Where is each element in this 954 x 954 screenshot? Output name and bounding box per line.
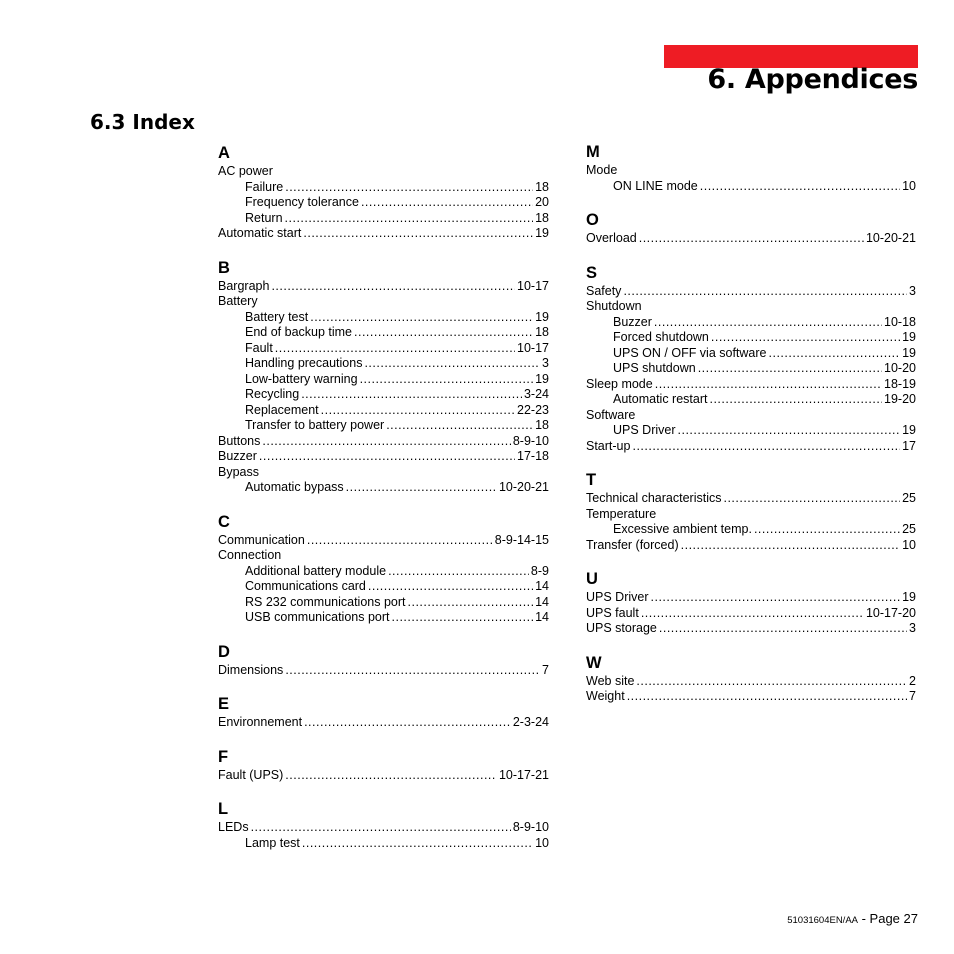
index-group <box>218 747 549 784</box>
index-group <box>586 653 916 705</box>
entry-page-ref: 10 <box>902 178 916 193</box>
entry-text: UPS Driver <box>613 423 676 437</box>
entry-text: Communications card <box>245 579 366 593</box>
entry-page-ref: 18 <box>535 418 549 432</box>
index-letter-heading: S <box>586 263 598 282</box>
entry-page-ref: 10-17 <box>517 340 549 355</box>
index-group <box>586 569 916 637</box>
index-subentry <box>218 579 549 595</box>
dot-leader <box>386 418 533 434</box>
entry-page-ref: 8-9 <box>530 563 549 578</box>
index-subentry <box>218 310 549 326</box>
index-entry <box>586 507 916 523</box>
document-code: 51031604EN/AA <box>787 915 858 926</box>
index-subentry <box>218 325 549 341</box>
index-letter-heading: W <box>586 653 602 672</box>
index-column-right <box>586 142 916 721</box>
dot-leader <box>251 820 511 836</box>
dot-leader <box>275 341 515 357</box>
index-subentry <box>218 356 549 372</box>
entry-text: Bypass <box>218 464 259 479</box>
dot-leader <box>259 449 515 465</box>
entry-text: Software <box>586 407 636 422</box>
dot-leader <box>321 403 515 419</box>
index-entry <box>218 434 549 450</box>
dot-leader <box>709 392 882 408</box>
entry-text: ON LINE mode <box>613 178 698 193</box>
index-group <box>586 470 916 553</box>
entry-page-ref: 10-17-20 <box>865 605 916 620</box>
entry-page-ref: 18 <box>535 325 549 339</box>
dot-leader <box>310 310 533 326</box>
dot-leader <box>636 674 907 690</box>
chapter-title: 6. Appendices <box>707 64 918 95</box>
dot-leader <box>285 211 534 227</box>
entry-text: Additional battery module <box>245 563 387 578</box>
index-subentry <box>218 610 549 626</box>
entry-text: UPS ON / OFF via software <box>613 345 767 360</box>
entry-text: Mode <box>586 163 618 177</box>
dot-leader <box>354 325 533 341</box>
entry-page-ref: 2-3-24 <box>512 715 549 729</box>
index-letter-heading: L <box>218 800 229 818</box>
dot-leader <box>360 372 534 388</box>
entry-text: Safety <box>586 283 622 298</box>
dot-leader <box>654 315 882 331</box>
entry-text: Fault (UPS) <box>218 767 284 782</box>
index-entry <box>218 279 549 295</box>
dot-leader <box>303 226 533 242</box>
index-entry <box>586 606 916 622</box>
entry-text: Bargraph <box>218 278 270 293</box>
entry-text: Battery <box>218 294 258 308</box>
entry-page-ref: 3 <box>909 621 916 635</box>
entry-page-ref: 19 <box>902 345 916 360</box>
index-subentry <box>586 423 916 439</box>
entry-page-ref: 10-18 <box>884 314 916 329</box>
index-group <box>218 642 549 679</box>
dot-leader <box>681 538 900 554</box>
entry-text: Replacement <box>245 402 319 417</box>
entry-text: Shutdown <box>586 299 642 313</box>
entry-page-ref: 10-20-21 <box>498 480 549 494</box>
dot-leader <box>632 439 900 455</box>
dot-leader <box>304 715 511 731</box>
entry-page-ref: 3 <box>909 283 916 298</box>
entry-page-ref: 2 <box>909 673 916 688</box>
index-subentry <box>586 179 916 195</box>
entry-page-ref: 20 <box>535 195 549 209</box>
dot-leader <box>659 621 907 637</box>
entry-text: Automatic start <box>218 226 302 240</box>
dot-leader <box>262 434 510 450</box>
entry-page-ref: 18-19 <box>884 376 916 391</box>
entry-page-ref: 8-9-14-15 <box>494 532 549 547</box>
entry-text: Battery test <box>245 309 309 324</box>
entry-text: Automatic restart <box>613 392 708 406</box>
index-group <box>586 210 916 247</box>
entry-text: UPS Driver <box>586 590 649 604</box>
entry-text: Web site <box>586 673 635 688</box>
entry-text: Overload <box>586 231 637 245</box>
dot-leader <box>301 387 522 403</box>
entry-page-ref: 25 <box>902 522 916 536</box>
entry-page-ref: 7 <box>542 662 549 677</box>
entry-text: Lamp test <box>245 835 300 850</box>
entry-text: Weight <box>586 689 625 703</box>
index-entry <box>218 226 549 242</box>
index-letter-heading: T <box>586 471 597 489</box>
page-footer <box>787 911 918 929</box>
entry-page-ref: 17-18 <box>517 449 549 463</box>
entry-text: Buzzer <box>613 314 652 329</box>
dot-leader <box>754 522 900 538</box>
index-entry <box>586 621 916 637</box>
entry-page-ref: 8-9-10 <box>512 433 549 448</box>
dot-leader <box>307 533 493 549</box>
entry-text: Handling precautions <box>245 356 363 370</box>
dot-leader <box>639 231 864 247</box>
dot-leader <box>408 595 534 611</box>
dot-leader <box>388 564 529 580</box>
entry-page-ref: 14 <box>535 579 549 593</box>
entry-page-ref: 18 <box>535 210 549 225</box>
index-subentry <box>586 522 916 538</box>
index-entry <box>218 768 549 784</box>
index-entry <box>586 538 916 554</box>
entry-text: Sleep mode <box>586 376 653 391</box>
index-subentry <box>218 595 549 611</box>
index-entry <box>218 164 549 180</box>
index-group <box>586 142 916 194</box>
entry-page-ref: 17 <box>902 438 916 453</box>
dot-leader <box>346 480 497 496</box>
index-group <box>218 143 549 242</box>
entry-text: Forced shutdown <box>613 330 709 344</box>
dot-leader <box>641 606 864 622</box>
index-subentry <box>218 387 549 403</box>
index-entry <box>586 439 916 455</box>
index-letter-heading: C <box>218 512 230 531</box>
entry-page-ref: 19 <box>535 309 549 324</box>
dot-leader <box>698 361 882 377</box>
index-subentry <box>218 372 549 388</box>
dot-leader <box>627 689 907 705</box>
entry-text: Temperature <box>586 506 657 521</box>
entry-page-ref: 19 <box>902 423 916 437</box>
dot-leader <box>700 179 900 195</box>
dot-leader <box>368 579 533 595</box>
entry-text: Environnement <box>218 715 303 729</box>
section-title: 6.3 Index <box>90 110 195 134</box>
entry-text: Fault <box>245 340 273 355</box>
index-letter-heading: D <box>218 642 230 661</box>
entry-page-ref: 14 <box>535 594 549 609</box>
entry-page-ref: 3-24 <box>523 387 549 401</box>
entry-page-ref: 10 <box>535 835 549 850</box>
index-entry <box>586 674 916 690</box>
index-subentry <box>218 564 549 580</box>
dot-leader <box>285 663 540 679</box>
entry-page-ref: 10-20-21 <box>865 231 916 245</box>
dot-leader <box>364 356 540 372</box>
index-subentry <box>218 403 549 419</box>
entry-page-ref: 10 <box>902 537 916 552</box>
index-entry <box>218 663 549 679</box>
entry-page-ref: 19 <box>902 330 916 344</box>
entry-page-ref: 19 <box>535 371 549 386</box>
index-letter-heading: E <box>218 695 230 713</box>
index-column-left <box>218 143 549 867</box>
index-letter-heading: O <box>586 211 599 229</box>
entry-page-ref: 3 <box>542 356 549 370</box>
dot-leader <box>651 590 901 606</box>
index-entry <box>586 408 916 424</box>
entry-text: USB communications port <box>245 610 390 624</box>
index-entry <box>218 820 549 836</box>
index-letter-heading: M <box>586 143 600 161</box>
entry-page-ref: 19-20 <box>884 392 916 406</box>
index-group <box>586 263 916 455</box>
entry-text: Connection <box>218 548 282 562</box>
entry-text: Dimensions <box>218 662 284 677</box>
index-entry <box>218 533 549 549</box>
index-subentry <box>218 418 549 434</box>
index-subentry <box>218 180 549 196</box>
entry-page-ref: 14 <box>535 610 549 624</box>
entry-text: Excessive ambient temp. <box>613 522 752 536</box>
index-group <box>218 694 549 731</box>
index-subentry <box>218 195 549 211</box>
dot-leader <box>723 491 900 507</box>
entry-text: Recycling <box>245 387 300 401</box>
entry-text: Frequency tolerance <box>245 195 359 209</box>
dot-leader <box>623 284 907 300</box>
dot-leader <box>271 279 515 295</box>
index-entry <box>586 231 916 247</box>
index-subentry <box>218 836 549 852</box>
index-subentry <box>586 330 916 346</box>
entry-text: RS 232 communications port <box>245 594 406 609</box>
index-letter-heading: B <box>218 258 230 277</box>
entry-page-ref: 10-20 <box>884 361 916 375</box>
index-entry <box>586 284 916 300</box>
index-subentry <box>586 315 916 331</box>
index-entry <box>218 548 549 564</box>
dot-leader <box>302 836 533 852</box>
index-subentry <box>586 361 916 377</box>
index-entry <box>218 294 549 310</box>
index-subentry <box>586 392 916 408</box>
entry-page-ref: 7 <box>909 689 916 703</box>
index-subentry <box>218 341 549 357</box>
entry-text: UPS shutdown <box>613 361 696 375</box>
index-letter-heading: F <box>218 747 229 766</box>
index-entry <box>586 590 916 606</box>
entry-text: Communication <box>218 532 305 547</box>
entry-page-ref: 19 <box>535 226 549 240</box>
entry-page-ref: 10-17 <box>517 278 549 293</box>
index-group <box>218 799 549 851</box>
index-entry <box>586 377 916 393</box>
index-entry <box>586 299 916 315</box>
entry-page-ref: 19 <box>902 590 916 604</box>
dot-leader <box>285 768 497 784</box>
entry-text: Low-battery warning <box>245 371 358 386</box>
entry-text: Transfer to battery power <box>245 418 385 432</box>
index-entry <box>218 465 549 481</box>
index-entry <box>586 689 916 705</box>
entry-text: Failure <box>245 179 284 194</box>
dot-leader <box>678 423 901 439</box>
index-entry <box>218 449 549 465</box>
entry-text: UPS storage <box>586 621 657 635</box>
entry-text: Start-up <box>586 438 631 453</box>
entry-text: Automatic bypass <box>245 480 344 494</box>
index-subentry <box>218 211 549 227</box>
entry-text: Return <box>245 210 283 225</box>
index-letter-heading: U <box>586 570 598 588</box>
index-entry <box>586 491 916 507</box>
entry-page-ref: 8-9-10 <box>512 820 549 834</box>
index-group <box>218 512 549 626</box>
index-entry <box>586 163 916 179</box>
entry-text: Transfer (forced) <box>586 537 679 552</box>
dot-leader <box>711 330 900 346</box>
dot-leader <box>769 346 901 362</box>
entry-text: AC power <box>218 164 273 178</box>
entry-page-ref: 22-23 <box>517 402 549 417</box>
index-subentry <box>586 346 916 362</box>
entry-page-ref: 25 <box>902 491 916 505</box>
dot-leader <box>285 180 533 196</box>
entry-text: LEDs <box>218 820 249 834</box>
entry-page-ref: 18 <box>535 179 549 194</box>
entry-text: End of backup time <box>245 325 353 339</box>
entry-text: Technical characteristics <box>586 491 722 505</box>
dot-leader <box>392 610 534 626</box>
entry-text: UPS fault <box>586 605 639 620</box>
entry-page-ref: 10-17-21 <box>498 767 549 782</box>
page-number: - Page 27 <box>858 911 918 926</box>
entry-text: Buttons <box>218 433 261 448</box>
dot-leader <box>655 377 882 393</box>
index-letter-heading: A <box>218 144 230 162</box>
index-subentry <box>218 480 549 496</box>
index-group <box>218 258 549 496</box>
index-entry <box>218 715 549 731</box>
entry-text: Buzzer <box>218 449 257 463</box>
dot-leader <box>361 195 533 211</box>
